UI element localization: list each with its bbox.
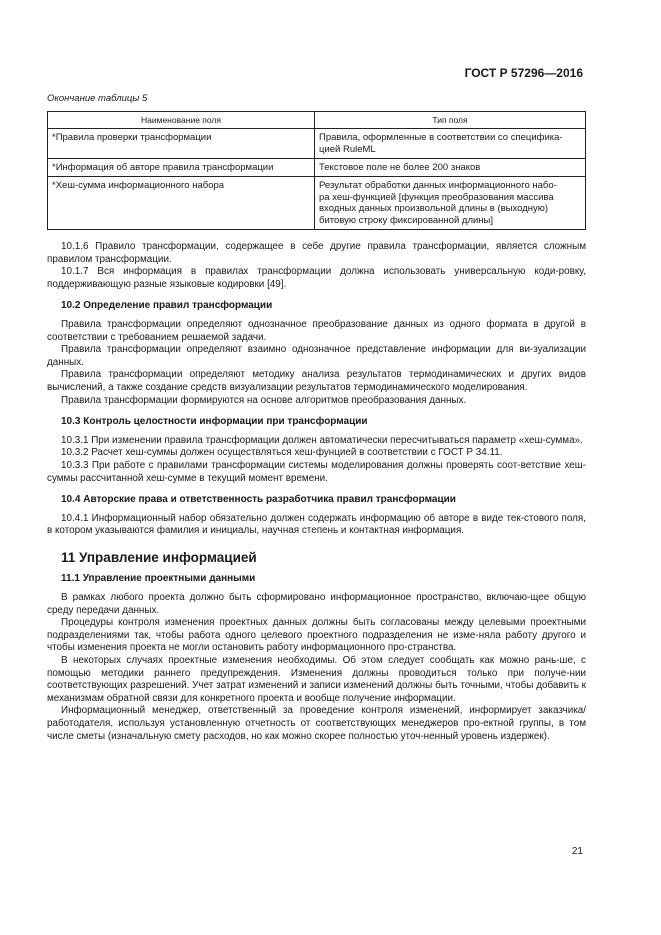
table-cell-type: Правила, оформленные в соответствии со специфика- цией RuleML [315,129,586,159]
table-cell-name: *Правила проверки трансформации [48,129,315,159]
table-row [48,158,586,176]
paragraph-11-1-c: В некоторых случаях проектные изменения необходимы. Об этом следует сообщать как можно рань-ше, с помощью методики раннего предупреждения. Изменения должны проводиться только при получе-нии соответствующих разрешений. Учет затрат изменений и записи изменений должны быть точными, чтобы добавить к механизмам обратной связи для конкретного проекта и вообще получение информации. [47,655,586,704]
column-header-name: Наименование поля [48,112,315,129]
table-cell-name: *Информация об авторе правила трансформации [48,158,315,176]
table-cell-type: Результат обработки данных информационного набо- ра хеш-функцией [функция преобразования массива входных данных произвольной длины в (выходную) битовую строку фиксированной длины] [315,176,586,230]
page-number: 21 [571,846,583,857]
paragraph-10-2-d: Правила трансформации формируются на основе алгоритмов преобразования данных. [61,394,467,406]
paragraph-10-3-1: 10.3.1 При изменении правила трансформации должен автоматически пересчитываться параметр «хеш-сумма». [61,434,583,446]
heading-10-3: 10.3 Контроль целостности информации при трансформации [61,416,368,428]
document-body [47,241,586,743]
paragraph-10-4-1: 10.4.1 Информационный набор обязательно должен содержать информацию об авторе в виде тек-стового поля, в котором указываются фамилия и инициалы, научная степень и контактная информация. [47,512,586,537]
paragraph-10-1-6: 10.1.6 Правило трансформации, содержащее в себе другие правила трансформации, является сложным правилом трансформации. [47,241,586,265]
paragraph-10-2-c: Правила трансформации определяют методику анализа результатов термодинамических и других видов вычислений, а также создание средств визуализации результатов термодинамического моделирования. [47,369,586,393]
table-cell-type: Текстовое поле не более 200 знаков [315,158,586,176]
document-id-header: ГОСТ Р 57296—2016 [464,66,583,80]
column-header-type: Тип поля [315,112,586,129]
paragraph-10-3-3: 10.3.3 При работе с правилами трансформации системы моделирования должны проверять соот-ветствие хеш-суммы рассчитанной хеш-сумме в текущий момент времени. [47,459,586,484]
table-caption: Окончание таблицы 5 [47,93,148,104]
table-row [48,129,586,159]
table-header-row [48,112,586,129]
heading-11-1: 11.1 Управление проектными данными [61,573,256,585]
heading-11: 11 Управление информацией [61,549,257,565]
heading-10-4: 10.4 Авторские права и ответственность разработчика правил трансформации [61,494,456,506]
heading-10-2: 10.2 Определение правил трансформации [61,300,273,312]
fields-table [47,111,586,230]
paragraph-10-2-a: Правила трансформации определяют однозначное преобразование данных из одного формата в другой в соответствии с требованием решаемой задачи. [47,318,586,343]
paragraph-11-1-d: Информационный менеджер, ответственный за проведение контроля изменений, информирует заказчика/работодателя, используя установленную отчетность от соответствующих менеджеров про-ектной группы, в том числе сметы (изначальную смету расходов, но как можно скорее полностью уточ-ненный уровень издержек). [47,705,586,742]
paragraph-11-1-b: Процедуры контроля изменения проектных данных должны быть согласованы между целевыми проектными подразделениями так, чтобы работа одного целевого проектного подразделения не изме-няла работу другого и чтобы изменения проекта не могли остановить работу информационного про-странства. [47,617,586,654]
paragraph-10-2-b: Правила трансформации определяют взаимно однозначное представление информации для ви-зуализации данных. [47,344,586,368]
paragraph-10-3-2: 10.3.2 Расчет хеш-суммы должен осуществляться хеш-фунцией в соответствии с ГОСТ Р 34.11. [61,447,503,459]
table-cell-name: *Хеш-сумма информационного набора [48,176,315,230]
paragraph-10-1-7: 10.1.7 Вся информация в правилах трансформации должна использовать универсальную коди-ровку, поддерживающую разные языковые кодировки [49]. [47,266,586,290]
paragraph-11-1-a: В рамках любого проекта должно быть сформировано информационное пространство, включаю-щее общую среду передачи данных. [47,592,586,616]
table-row [48,176,586,230]
